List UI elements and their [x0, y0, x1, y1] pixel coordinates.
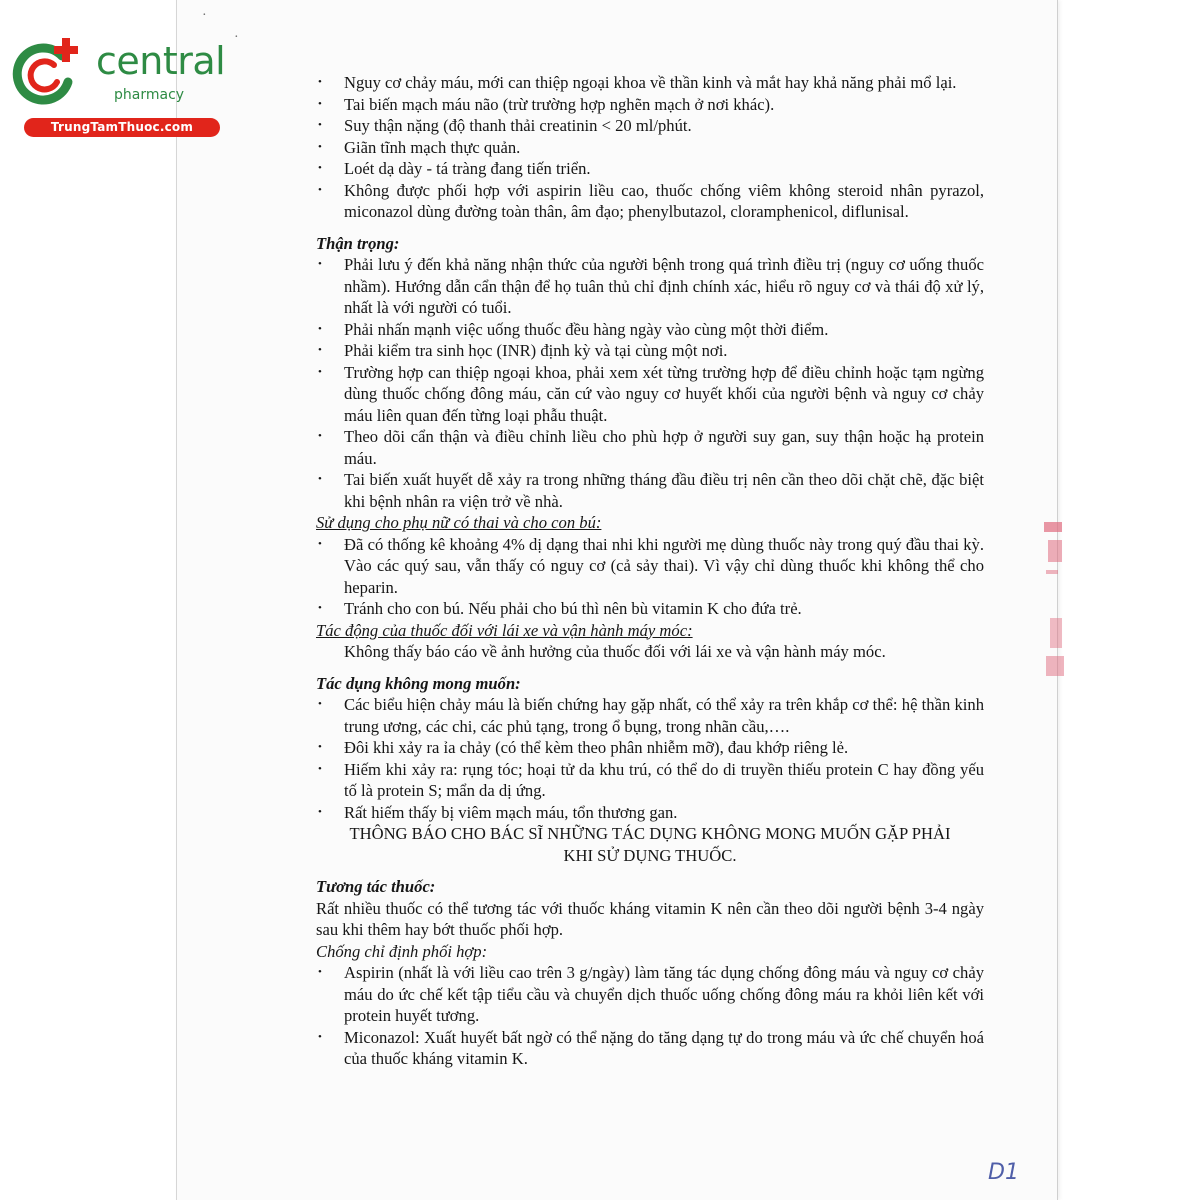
side-effects-list [316, 694, 984, 823]
list-item: • Miconazol: Xuất huyết bất ngờ có thể nặng do tăng dạng tự do trong máu và ức chế chuyển hoá của thuốc kháng vitamin K. [316, 1027, 984, 1070]
pharmacy-logo [10, 38, 226, 138]
list-item: • Loét dạ dày - tá tràng đang tiến triển. [316, 158, 984, 180]
pregnancy-heading: Sử dụng cho phụ nữ có thai và cho con bú: [316, 513, 602, 532]
list-item: • Tránh cho con bú. Nếu phải cho bú thì nên bù vitamin K cho đứa trẻ. [316, 598, 984, 620]
stamp-fragment-icon [1040, 522, 1066, 682]
list-item: • Rất hiếm thấy bị viêm mạch máu, tổn thương gan. [316, 802, 984, 824]
logo-site-url: TrungTamThuoc.com [24, 118, 220, 137]
logo-brand-text: central [96, 39, 226, 83]
caution-heading: Thận trọng: [316, 233, 400, 253]
interactions-list [316, 962, 984, 1070]
notice-line: KHI SỬ DỤNG THUỐC. [563, 845, 737, 865]
list-item: • Giãn tĩnh mạch thực quản. [316, 137, 984, 159]
caution-list [316, 254, 984, 512]
driving-text: Không thấy báo cáo về ảnh hưởng của thuốc đối với lái xe và vận hành máy móc. [344, 642, 886, 661]
list-item: • Đôi khi xảy ra ỉa chảy (có thể kèm theo phân nhiễm mỡ), đau khớp riêng lẻ. [316, 737, 984, 759]
list-item: • Tai biến xuất huyết dễ xảy ra trong những tháng đầu điều trị nên cần theo dõi chặt chẽ, đặc biệt khi bệnh nhân ra viện trở về nhà. [316, 469, 984, 512]
list-item: • Hiếm khi xảy ra: rụng tóc; hoại tử da khu trú, có thể do di truyền thiếu protein C hay đồng yếu tố là protein S; mẩn da dị ứng. [316, 759, 984, 802]
document-body [316, 72, 984, 1070]
logo-sub-text: pharmacy [114, 87, 185, 103]
list-item: • Không được phối hợp với aspirin liều cao, thuốc chống viêm không steroid nhân pyrazol, miconazol dùng đường toàn thân, âm đạo; phenylbutazol, cloramphenicol, diflunisal. [316, 180, 984, 223]
scan-speck: · [234, 30, 239, 45]
central-logo-icon [10, 38, 82, 110]
driving-heading: Tác động của thuốc đối với lái xe và vận hành máy móc: [316, 620, 693, 640]
list-item: • Trường hợp can thiệp ngoại khoa, phải xem xét từng trường hợp để điều chỉnh hoặc tạm ngừng dùng thuốc chống đông máu, căn cứ vào nguy cơ huyết khối của người bệnh và nguy cơ chảy máu liên quan đến từng loại phẫu thuật. [316, 362, 984, 427]
list-item: • Phải nhấn mạnh việc uống thuốc đều hàng ngày vào cùng một thời điểm. [316, 319, 984, 341]
list-item: • Theo dõi cẩn thận và điều chỉnh liều cho phù hợp ở người suy gan, suy thận hoặc hạ protein máu. [316, 426, 984, 469]
contraindications-list [316, 72, 984, 223]
signature: D1 [988, 1160, 1019, 1185]
list-item: • Phải lưu ý đến khả năng nhận thức của người bệnh trong quá trình điều trị (nguy cơ uống thuốc nhầm). Hướng dẫn cẩn thận để họ tuân thủ chỉ định chính xác, hiểu rõ nguy cơ và thái độ xử lý, nhất là với người có tuổi. [316, 254, 984, 319]
list-item: • Phải kiểm tra sinh học (INR) định kỳ và tại cùng một nơi. [316, 340, 984, 362]
notice-line: THÔNG BÁO CHO BÁC SĨ NHỮNG TÁC DỤNG KHÔNG MONG MUỐN GẶP PHẢI [349, 824, 951, 843]
list-item: • Tai biến mạch máu não (trừ trường hợp nghẽn mạch ở nơi khác). [316, 94, 984, 116]
list-item: • Aspirin (nhất là với liều cao trên 3 g/ngày) làm tăng tác dụng chống đông máu và nguy cơ chảy máu do ức chế kết tập tiểu cầu và chuyển dịch thuốc uống chống đông máu ra khỏi liên kết với protein huyết tương. [316, 962, 984, 1027]
interactions-heading: Tương tác thuốc: [316, 877, 436, 896]
list-item: • Nguy cơ chảy máu, mới can thiệp ngoại khoa về thần kinh và mắt hay khả năng phải mổ lại. [316, 72, 984, 94]
list-item: • Các biểu hiện chảy máu là biến chứng hay gặp nhất, có thể xảy ra trên khắp cơ thể: hệ thần kinh trung ương, các chi, các phủ tạng, trong ổ bụng, trong nhãn cầu,…. [316, 694, 984, 737]
interactions-subheading: Chống chỉ định phối hợp: [316, 941, 488, 961]
interactions-text: Rất nhiều thuốc có thể tương tác với thuốc kháng vitamin K nên cần theo dõi người bệnh 3-4 ngày sau khi thêm hay bớt thuốc phối hợp. [316, 898, 984, 939]
side-effects-heading: Tác dụng không mong muốn: [316, 673, 521, 693]
list-item: • Đã có thống kê khoảng 4% dị dạng thai nhi khi người mẹ dùng thuốc này trong quý đầu thai kỳ. Vào các quý sau, vẫn thấy có nguy cơ (cả sảy thai). Vì vậy chỉ dùng thuốc khi không thể cho heparin. [316, 534, 984, 599]
scan-speck: · [202, 8, 207, 23]
pregnancy-list [316, 534, 984, 620]
list-item: • Suy thận nặng (độ thanh thải creatinin < 20 ml/phút. [316, 115, 984, 137]
